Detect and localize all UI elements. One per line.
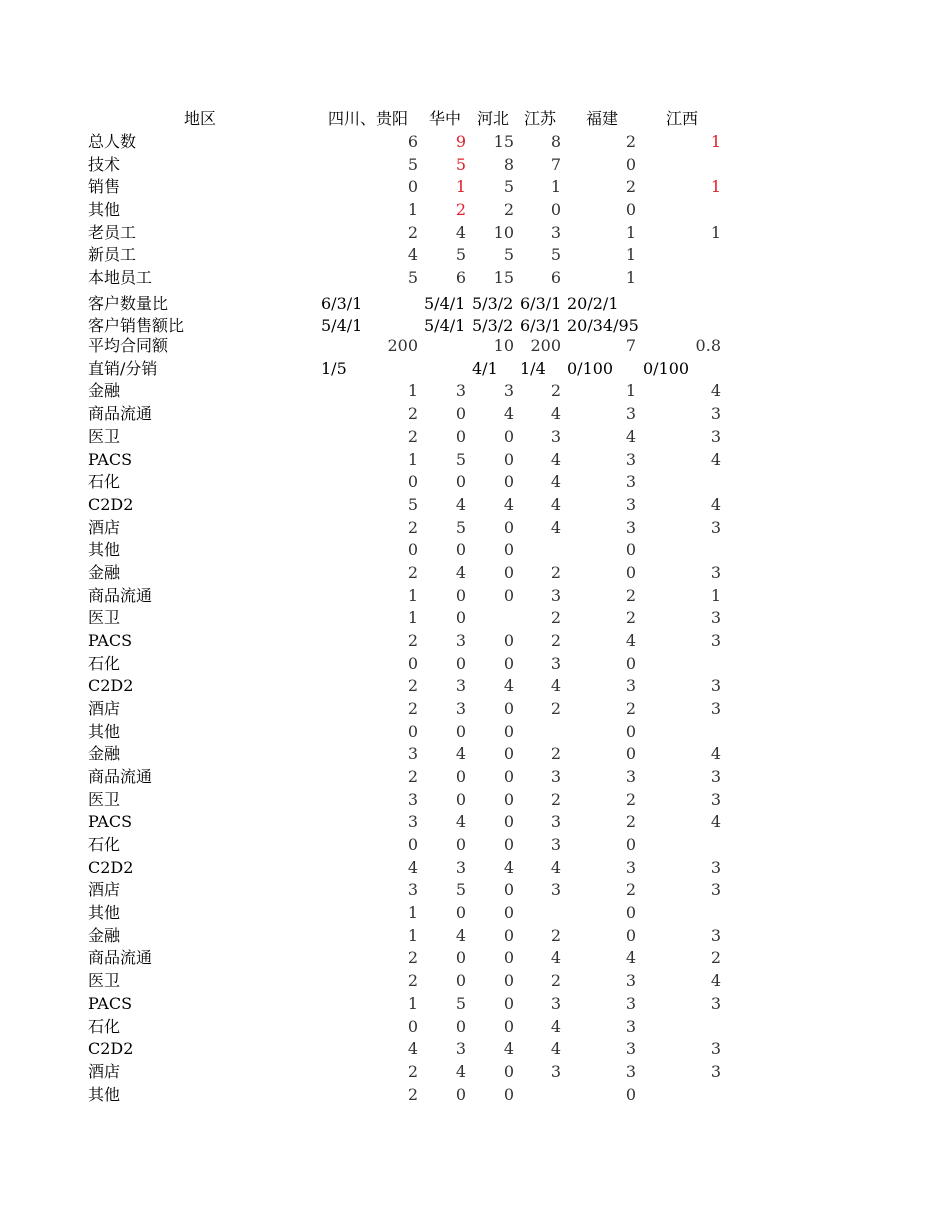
cell-value: 4 bbox=[407, 245, 418, 265]
cell-value: 2 bbox=[625, 789, 636, 809]
row-label: 金融 bbox=[88, 925, 121, 945]
cell-value: 5 bbox=[407, 494, 418, 514]
cell-value: 3 bbox=[550, 1061, 561, 1081]
cell-value: 4 bbox=[550, 857, 561, 877]
cell-value: 6 bbox=[455, 268, 466, 288]
cell-value: 1 bbox=[710, 132, 721, 151]
cell-value: 2 bbox=[625, 177, 636, 197]
cell-value: 0 bbox=[625, 653, 636, 673]
cell-value: 0 bbox=[503, 426, 514, 446]
cell-value: 3 bbox=[710, 993, 721, 1013]
row-label: 金融 bbox=[88, 744, 121, 764]
cell-value: 0 bbox=[503, 699, 514, 718]
cell-value: 0 bbox=[503, 1016, 514, 1036]
cell-value: 0 bbox=[455, 903, 466, 923]
cell-value: 0 bbox=[455, 404, 466, 424]
cell-value: 3 bbox=[710, 857, 721, 877]
row-label: 其他 bbox=[88, 200, 121, 220]
cell-value: 4 bbox=[503, 494, 514, 514]
cell-value: 5 bbox=[455, 154, 466, 174]
cell-value: 1 bbox=[625, 381, 636, 401]
cell-value: 3 bbox=[625, 517, 636, 537]
row-label: 商品流通 bbox=[88, 404, 153, 424]
cell-value: 4 bbox=[625, 630, 636, 650]
row-label: 本地员工 bbox=[88, 268, 153, 288]
cell-value: 1 bbox=[710, 585, 721, 605]
cell-value: 0 bbox=[625, 903, 636, 923]
row-label: 直销/分销 bbox=[88, 358, 158, 378]
cell-value: 2 bbox=[407, 1084, 418, 1104]
cell-value: 0 bbox=[455, 789, 466, 809]
cell-value: 0 bbox=[625, 744, 636, 764]
cell-value: 4/1 bbox=[472, 358, 498, 378]
cell-value: 4 bbox=[550, 948, 561, 968]
cell-value: 2 bbox=[550, 925, 561, 945]
cell-value: 0 bbox=[625, 835, 636, 855]
cell-value: 2 bbox=[550, 699, 561, 718]
cell-value: 1 bbox=[625, 268, 636, 288]
cell-value: 2 bbox=[550, 630, 561, 650]
cell-value: 3 bbox=[625, 494, 636, 514]
row-label: 酒店 bbox=[88, 699, 121, 718]
cell-value: 4 bbox=[550, 1039, 561, 1059]
cell-value: 3 bbox=[550, 993, 561, 1013]
cell-value: 2 bbox=[550, 381, 561, 401]
cell-value: 0 bbox=[503, 744, 514, 764]
cell-value: 4 bbox=[550, 472, 561, 492]
cell-value: 0 bbox=[503, 562, 514, 582]
cell-value: 0 bbox=[455, 1016, 466, 1036]
cell-value: 3 bbox=[625, 857, 636, 877]
cell-value: 5 bbox=[455, 517, 466, 537]
cell-value: 9 bbox=[455, 132, 466, 151]
cell-value: 5/4/1 bbox=[424, 316, 466, 336]
cell-value: 0 bbox=[407, 653, 418, 673]
cell-value: 2 bbox=[625, 132, 636, 151]
cell-value: 10 bbox=[493, 222, 514, 242]
cell-value: 3 bbox=[710, 789, 721, 809]
cell-value: 3 bbox=[625, 472, 636, 492]
cell-value: 2 bbox=[550, 608, 561, 628]
cell-value: 6 bbox=[407, 132, 418, 151]
cell-value: 1 bbox=[550, 177, 561, 197]
cell-value: 3 bbox=[625, 1039, 636, 1059]
cell-value: 4 bbox=[455, 494, 466, 514]
row-label: 金融 bbox=[88, 562, 121, 582]
header-region-2: 河北 bbox=[476, 109, 509, 128]
cell-value: 4 bbox=[550, 494, 561, 514]
cell-value: 5 bbox=[455, 449, 466, 469]
cell-value: 2 bbox=[407, 767, 418, 787]
cell-value: 3 bbox=[550, 767, 561, 787]
cell-value: 0 bbox=[407, 472, 418, 492]
cell-value: 3 bbox=[625, 993, 636, 1013]
cell-value: 0 bbox=[625, 925, 636, 945]
row-label: 商品流通 bbox=[88, 585, 153, 605]
row-label: 其他 bbox=[88, 903, 121, 923]
cell-value: 3 bbox=[550, 222, 561, 242]
cell-value: 3 bbox=[455, 857, 466, 877]
row-label: 技术 bbox=[88, 154, 121, 174]
row-label: 酒店 bbox=[88, 880, 121, 900]
cell-value: 1 bbox=[407, 993, 418, 1013]
cell-value: 3 bbox=[625, 971, 636, 991]
cell-value: 2 bbox=[455, 200, 466, 220]
cell-value: 0.8 bbox=[695, 336, 721, 356]
cell-value: 0 bbox=[407, 177, 418, 197]
cell-value: 3 bbox=[407, 880, 418, 900]
cell-value: 2 bbox=[625, 608, 636, 628]
cell-value: 0 bbox=[503, 971, 514, 991]
cell-value: 4 bbox=[455, 744, 466, 764]
row-label: 酒店 bbox=[88, 1061, 121, 1081]
row-label: PACS bbox=[88, 812, 133, 832]
cell-value: 5 bbox=[503, 177, 514, 197]
header-region-0: 四川、贵阳 bbox=[327, 109, 408, 128]
cell-value: 3 bbox=[625, 1061, 636, 1081]
cell-value: 3 bbox=[550, 426, 561, 446]
cell-value: 4 bbox=[710, 494, 721, 514]
cell-value: 0 bbox=[503, 517, 514, 537]
cell-value: 0 bbox=[625, 200, 636, 220]
row-label: 石化 bbox=[88, 653, 121, 673]
cell-value: 0 bbox=[455, 835, 466, 855]
row-label: 平均合同额 bbox=[88, 336, 169, 356]
header-region-4: 福建 bbox=[585, 109, 618, 128]
cell-value: 200 bbox=[530, 336, 561, 356]
row-label: 医卫 bbox=[88, 971, 121, 991]
cell-value: 3 bbox=[710, 404, 721, 424]
cell-value: 2 bbox=[407, 630, 418, 650]
row-label: C2D2 bbox=[88, 857, 134, 877]
cell-value: 4 bbox=[550, 676, 561, 696]
cell-value: 200 bbox=[387, 336, 418, 356]
cell-value: 4 bbox=[550, 1016, 561, 1036]
cell-value: 15 bbox=[493, 268, 514, 288]
row-label: 新员工 bbox=[88, 245, 137, 265]
cell-value: 4 bbox=[625, 426, 636, 446]
row-label: 医卫 bbox=[88, 608, 121, 628]
cell-value: 3 bbox=[710, 517, 721, 537]
cell-value: 0 bbox=[455, 653, 466, 673]
cell-value: 4 bbox=[503, 404, 514, 424]
cell-value: 4 bbox=[455, 925, 466, 945]
row-label: 石化 bbox=[88, 835, 121, 855]
cell-value: 0 bbox=[625, 154, 636, 174]
row-label: 销售 bbox=[88, 177, 121, 197]
cell-value: 5 bbox=[550, 245, 561, 265]
cell-value: 2 bbox=[550, 971, 561, 991]
cell-value: 4 bbox=[710, 812, 721, 832]
cell-value: 3 bbox=[503, 381, 514, 401]
row-label: 其他 bbox=[88, 1084, 121, 1104]
row-label: 石化 bbox=[88, 472, 121, 492]
cell-value: 1 bbox=[455, 177, 466, 197]
cell-value: 0 bbox=[503, 585, 514, 605]
cell-value: 8 bbox=[550, 132, 561, 151]
row-label: C2D2 bbox=[88, 676, 134, 696]
cell-value: 3 bbox=[455, 381, 466, 401]
cell-value: 4 bbox=[407, 857, 418, 877]
cell-value: 0 bbox=[503, 767, 514, 787]
cell-value: 1 bbox=[407, 903, 418, 923]
cell-value: 3 bbox=[625, 676, 636, 696]
cell-value: 0 bbox=[455, 948, 466, 968]
row-label: PACS bbox=[88, 993, 133, 1013]
cell-value: 7 bbox=[550, 154, 561, 174]
cell-value: 2 bbox=[710, 948, 721, 968]
cell-value: 1 bbox=[625, 245, 636, 265]
cell-value: 0 bbox=[455, 767, 466, 787]
cell-value: 1 bbox=[407, 585, 418, 605]
cell-value: 4 bbox=[550, 404, 561, 424]
row-label: 其他 bbox=[88, 540, 121, 560]
cell-value: 3 bbox=[710, 630, 721, 650]
cell-value: 3 bbox=[625, 404, 636, 424]
cell-value: 2 bbox=[503, 200, 514, 220]
cell-value: 0 bbox=[625, 540, 636, 560]
cell-value: 10 bbox=[493, 336, 514, 356]
cell-value: 2 bbox=[407, 404, 418, 424]
cell-value: 1 bbox=[625, 222, 636, 242]
cell-value: 0 bbox=[503, 812, 514, 832]
header-region-5: 江西 bbox=[665, 109, 698, 128]
cell-value: 0 bbox=[503, 925, 514, 945]
cell-value: 3 bbox=[710, 562, 721, 582]
cell-value: 4 bbox=[710, 744, 721, 764]
cell-value: 4 bbox=[455, 812, 466, 832]
cell-value: 2 bbox=[407, 517, 418, 537]
cell-value: 5 bbox=[407, 154, 418, 174]
cell-value: 1 bbox=[710, 222, 721, 242]
cell-value: 5 bbox=[455, 993, 466, 1013]
cell-value: 3 bbox=[710, 699, 721, 718]
cell-value: 0 bbox=[503, 789, 514, 809]
cell-value: 5 bbox=[455, 245, 466, 265]
cell-value: 3 bbox=[625, 449, 636, 469]
cell-value: 4 bbox=[550, 517, 561, 537]
cell-value: 3 bbox=[407, 812, 418, 832]
cell-value: 6/3/1 bbox=[321, 293, 363, 313]
cell-value: 3 bbox=[550, 653, 561, 673]
cell-value: 3 bbox=[710, 608, 721, 628]
cell-value: 0 bbox=[503, 1084, 514, 1104]
cell-value: 2 bbox=[625, 585, 636, 605]
cell-value: 4 bbox=[550, 449, 561, 469]
cell-value: 7 bbox=[625, 336, 636, 356]
cell-value: 0 bbox=[407, 1016, 418, 1036]
cell-value: 0 bbox=[625, 562, 636, 582]
cell-value: 4 bbox=[503, 857, 514, 877]
cell-value: 0 bbox=[503, 653, 514, 673]
cell-value: 5 bbox=[455, 880, 466, 900]
cell-value: 4 bbox=[407, 1039, 418, 1059]
cell-value: 6/3/1 bbox=[520, 293, 562, 313]
cell-value: 0/100 bbox=[643, 358, 690, 378]
cell-value: 8 bbox=[503, 154, 514, 174]
cell-value: 3 bbox=[550, 812, 561, 832]
row-label: 酒店 bbox=[88, 517, 121, 537]
cell-value: 3 bbox=[710, 925, 721, 945]
row-label: 商品流通 bbox=[88, 948, 153, 968]
cell-value: 0 bbox=[455, 1084, 466, 1104]
cell-value: 4 bbox=[455, 562, 466, 582]
row-label: 客户销售额比 bbox=[88, 316, 185, 336]
cell-value: 0 bbox=[455, 540, 466, 560]
cell-value: 1 bbox=[407, 608, 418, 628]
cell-value: 0 bbox=[455, 971, 466, 991]
cell-value: 4 bbox=[455, 1061, 466, 1081]
cell-value: 0 bbox=[455, 472, 466, 492]
cell-value: 3 bbox=[710, 426, 721, 446]
cell-value: 2 bbox=[407, 1061, 418, 1081]
cell-value: 20/34/95 bbox=[567, 316, 639, 336]
cell-value: 3 bbox=[550, 585, 561, 605]
cell-value: 2 bbox=[407, 948, 418, 968]
cell-value: 3 bbox=[710, 1039, 721, 1059]
cell-value: 4 bbox=[625, 948, 636, 968]
row-label: C2D2 bbox=[88, 494, 134, 514]
cell-value: 0 bbox=[503, 880, 514, 900]
cell-value: 2 bbox=[625, 699, 636, 718]
row-label: 金融 bbox=[88, 381, 121, 401]
cell-value: 4 bbox=[710, 381, 721, 401]
cell-value: 3 bbox=[407, 789, 418, 809]
cell-value: 5/3/2 bbox=[472, 293, 514, 313]
row-label: C2D2 bbox=[88, 1039, 134, 1059]
cell-value: 0 bbox=[550, 200, 561, 220]
row-label: 客户数量比 bbox=[88, 293, 169, 313]
cell-value: 3 bbox=[710, 676, 721, 696]
cell-value: 2 bbox=[407, 676, 418, 696]
cell-value: 4 bbox=[710, 449, 721, 469]
cell-value: 5 bbox=[503, 245, 514, 265]
cell-value: 0 bbox=[625, 1084, 636, 1104]
cell-value: 0 bbox=[407, 540, 418, 560]
cell-value: 3 bbox=[710, 880, 721, 900]
cell-value: 0 bbox=[455, 426, 466, 446]
row-label: 医卫 bbox=[88, 426, 121, 446]
cell-value: 2 bbox=[625, 812, 636, 832]
cell-value: 2 bbox=[550, 562, 561, 582]
cell-value: 5/4/1 bbox=[321, 316, 363, 336]
cell-value: 4 bbox=[710, 971, 721, 991]
row-label: 老员工 bbox=[88, 222, 137, 242]
cell-value: 2 bbox=[550, 789, 561, 809]
cell-value: 6/3/1 bbox=[520, 316, 562, 336]
cell-value: 0 bbox=[503, 903, 514, 923]
cell-value: 6 bbox=[550, 268, 561, 288]
header-region-1: 华中 bbox=[428, 109, 461, 128]
cell-value: 4 bbox=[455, 222, 466, 242]
cell-value: 4 bbox=[503, 1039, 514, 1059]
row-label: 其他 bbox=[88, 721, 121, 741]
cell-value: 0 bbox=[503, 721, 514, 741]
cell-value: 2 bbox=[407, 562, 418, 582]
cell-value: 0 bbox=[455, 608, 466, 628]
row-label: 石化 bbox=[88, 1016, 121, 1036]
row-label: PACS bbox=[88, 630, 133, 650]
cell-value: 1 bbox=[407, 381, 418, 401]
cell-value: 0 bbox=[503, 540, 514, 560]
cell-value: 0 bbox=[503, 630, 514, 650]
cell-value: 3 bbox=[407, 744, 418, 764]
cell-value: 1 bbox=[407, 200, 418, 220]
cell-value: 3 bbox=[455, 630, 466, 650]
cell-value: 0 bbox=[503, 993, 514, 1013]
cell-value: 0/100 bbox=[567, 358, 614, 378]
cell-value: 0 bbox=[503, 948, 514, 968]
cell-value: 3 bbox=[625, 1016, 636, 1036]
cell-value: 2 bbox=[407, 222, 418, 242]
cell-value: 0 bbox=[625, 721, 636, 741]
cell-value: 0 bbox=[503, 835, 514, 855]
cell-value: 3 bbox=[455, 699, 466, 718]
cell-value: 2 bbox=[407, 971, 418, 991]
cell-value: 4 bbox=[503, 676, 514, 696]
cell-value: 1/5 bbox=[321, 358, 347, 378]
cell-value: 3 bbox=[455, 1039, 466, 1059]
cell-value: 1/4 bbox=[520, 358, 546, 378]
cell-value: 0 bbox=[407, 835, 418, 855]
cell-value: 1 bbox=[407, 925, 418, 945]
cell-value: 2 bbox=[625, 880, 636, 900]
cell-value: 5/3/2 bbox=[472, 316, 514, 336]
row-label: 总人数 bbox=[88, 132, 137, 151]
cell-value: 3 bbox=[550, 835, 561, 855]
cell-value: 20/2/1 bbox=[567, 293, 619, 313]
cell-value: 5/4/1 bbox=[424, 293, 466, 313]
row-label: 医卫 bbox=[88, 789, 121, 809]
row-label: 商品流通 bbox=[88, 767, 153, 787]
cell-value: 3 bbox=[455, 676, 466, 696]
cell-value: 0 bbox=[455, 721, 466, 741]
cell-value: 0 bbox=[503, 472, 514, 492]
cell-value: 15 bbox=[493, 132, 514, 151]
cell-value: 2 bbox=[407, 426, 418, 446]
header-region-3: 江苏 bbox=[523, 109, 556, 128]
cell-value: 0 bbox=[503, 1061, 514, 1081]
cell-value: 1 bbox=[407, 449, 418, 469]
cell-value: 0 bbox=[455, 585, 466, 605]
row-label: PACS bbox=[88, 449, 133, 469]
cell-value: 3 bbox=[550, 880, 561, 900]
cell-value: 2 bbox=[407, 699, 418, 718]
cell-value: 2 bbox=[550, 744, 561, 764]
cell-value: 1 bbox=[710, 177, 721, 197]
cell-value: 5 bbox=[407, 268, 418, 288]
cell-value: 0 bbox=[407, 721, 418, 741]
cell-value: 3 bbox=[625, 767, 636, 787]
cell-value: 3 bbox=[710, 767, 721, 787]
cell-value: 0 bbox=[503, 449, 514, 469]
header-region-label: 地区 bbox=[183, 109, 216, 128]
cell-value: 3 bbox=[710, 1061, 721, 1081]
